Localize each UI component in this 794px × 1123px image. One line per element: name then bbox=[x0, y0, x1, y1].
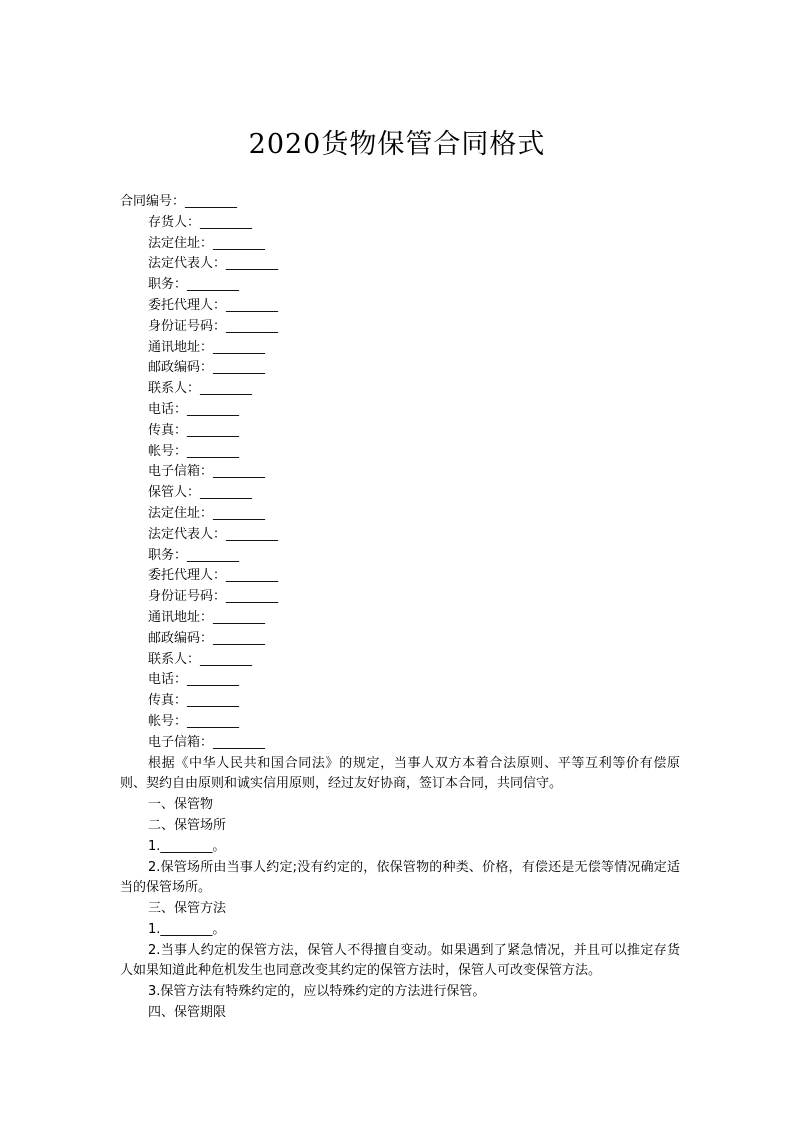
section-heading: 三、保管方法 bbox=[148, 901, 227, 917]
custodian-field: 职务：________ bbox=[148, 547, 240, 563]
depositor-field: 身份证号码：________ bbox=[148, 318, 279, 334]
custodian-field: 传真：________ bbox=[148, 693, 240, 709]
depositor-field: 传真：________ bbox=[148, 422, 240, 438]
section-clause: 1.________。 bbox=[148, 921, 226, 937]
custodian-field: 电话：________ bbox=[148, 672, 240, 688]
contract-sections bbox=[120, 795, 680, 1024]
document-title: 2020货物保管合同格式 bbox=[248, 129, 546, 160]
custodian-field: 邮政编码：________ bbox=[148, 630, 266, 646]
depositor-field: 电话：________ bbox=[148, 401, 240, 417]
custodian-field: 法定住址：________ bbox=[148, 505, 266, 521]
depositor-info bbox=[120, 213, 680, 483]
section-heading: 一、保管物 bbox=[148, 797, 214, 813]
custodian-field: 保管人：________ bbox=[148, 485, 253, 501]
section-heading: 四、保管期限 bbox=[148, 1005, 227, 1021]
contract-number-line: 合同编号：________ bbox=[120, 194, 238, 209]
depositor-field: 电子信箱：________ bbox=[148, 464, 266, 480]
depositor-field: 邮政编码：________ bbox=[148, 360, 266, 376]
custodian-info bbox=[120, 483, 680, 753]
depositor-field: 职务：________ bbox=[148, 277, 240, 293]
section-clause: 2.当事人约定的保管方法，保管人不得擅自变动。如果遇到了紧急情况，并且可以推定存货人如果知道此种危机发生也同意改变其约定的保管方法时，保管人可改变保管方法。 bbox=[120, 942, 680, 979]
custodian-field: 通讯地址：________ bbox=[148, 609, 266, 625]
depositor-field: 通讯地址：________ bbox=[148, 339, 266, 355]
custodian-field: 身份证号码：________ bbox=[148, 589, 279, 605]
depositor-field: 委托代理人：________ bbox=[148, 297, 279, 313]
depositor-field: 存货人：________ bbox=[148, 214, 253, 230]
custodian-field: 电子信箱：________ bbox=[148, 734, 266, 750]
depositor-field: 法定住址：________ bbox=[148, 235, 266, 251]
section-clause: 2.保管场所由当事人约定;没有约定的，依保管物的种类、价格，有偿还是无偿等情况确定适当的保管场所。 bbox=[120, 859, 680, 896]
depositor-field: 法定代表人：________ bbox=[148, 256, 279, 272]
depositor-field: 联系人：________ bbox=[148, 381, 253, 397]
section-clause: 3.保管方法有特殊约定的，应以特殊约定的方法进行保管。 bbox=[148, 984, 486, 1000]
custodian-field: 委托代理人：________ bbox=[148, 568, 279, 584]
section-heading: 二、保管场所 bbox=[148, 817, 227, 833]
section-clause: 1.________。 bbox=[148, 838, 226, 854]
custodian-field: 联系人：________ bbox=[148, 651, 253, 667]
document-body bbox=[120, 192, 680, 1024]
custodian-field: 帐号：________ bbox=[148, 713, 240, 729]
custodian-field: 法定代表人：________ bbox=[148, 526, 279, 542]
preamble-paragraph: 根据《中华人民共和国合同法》的规定，当事人双方本着合法原则、平等互利等价有偿原则、契约自由原则和诚实信用原则，经过友好协商，签订本合同，共同信守。 bbox=[120, 755, 680, 792]
depositor-field: 帐号：________ bbox=[148, 443, 240, 459]
